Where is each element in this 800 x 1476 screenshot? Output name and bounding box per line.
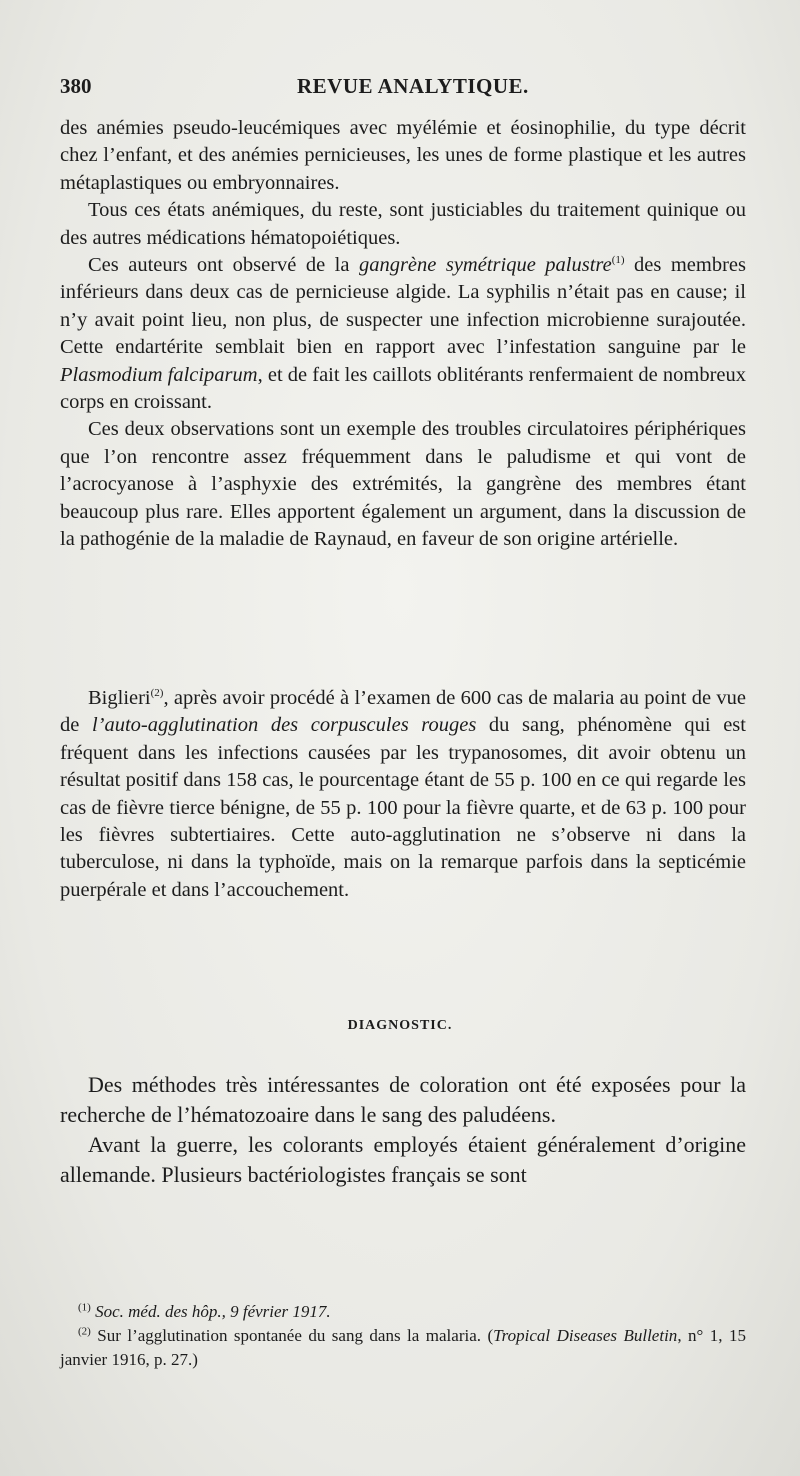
term-gangrene: gangrène symétrique palustre — [358, 254, 612, 277]
page-number: 380 — [60, 74, 92, 98]
paragraph-3: Ces auteurs ont observé de la gangrène symétrique palustre$^{(1)}$ des membres inférieurs dans deux cas de pernicieuse algide. La syphilis n’était pas en cause; il n’y avait point lieu, non plus, de suspecter une infection microbienne surajoutée. Cette endartérite semblait bien en rapport avec l’infestation sanguine par le Plasmodium falciparum, et de fait les caillots oblitérants renfermaient de nombreux corps en croissant. — [60, 254, 747, 414]
running-title: REVUE ANALYTIQUE. — [297, 74, 529, 98]
paragraph-7: Avant la guerre, les colorants employés étaient généralement d’origine allemande. Plusieurs bactériologistes français se sont — [60, 1132, 746, 1187]
page-header — [60, 74, 746, 104]
footnotes — [60, 1300, 746, 1372]
term-auto-agglutination: l’auto-agglutination des corpuscules rouges — [91, 714, 477, 737]
paragraph-2: Tous ces états anémiques, du reste, sont justiciables du traitement quinique ou des autres médications hématopoiétiques. — [60, 199, 746, 249]
footnote-ref-1: (1) — [611, 254, 625, 267]
footnote-1: $^{(1)}$ Soc. méd. des hôp., 9 février 1917. — [78, 1301, 331, 1321]
paragraph-1: des anémies pseudo-leucémiques avec myélémie et éosinophilie, du type décrit chez l’enfant, et des anémies pernicieuses, les unes de forme plastique et les autres métaplastiques ou embryonnaires. — [60, 117, 746, 194]
footnote-2: $^{(2)}$ Sur l’agglutination spontanée du sang dans la malaria. (Tropical Diseases Bulletin, n° 1, 15 janvier 1916, p. 27.) — [60, 1325, 746, 1369]
paragraph-5: Biglieri$^{(2)}$, après avoir procédé à l’examen de 600 cas de malaria au point de vue de l’auto-agglutination des corpuscules rouges du sang, phénomène qui est fréquent dans les infections causées par les trypanosomes, dit avoir obtenu un résultat positif dans 158 cas, le pourcentage étant de 55 p. 100 en ce qui regarde les cas de fièvre tierce bénigne, de 55 p. 100 pour la fièvre quarte, et de 63 p. 100 pour les fièvres subtertiaires. Cette auto-agglutination ne s’observe ni dans la tuberculose, ni dans la typhoïde, mais on la remarque parfois dans la septicémie puerpérale et dans l’accouchement. — [60, 687, 746, 901]
text-block-biglieri — [60, 685, 746, 904]
paragraph-6: Des méthodes très intéressantes de coloration ont été exposées pour la recherche de l’hématozoaire dans le sang des paludéens. — [60, 1072, 746, 1127]
text-block-diagnostic — [60, 1070, 746, 1190]
paragraph-4: Ces deux observations sont un exemple des troubles circulatoires périphériques que l’on rencontre assez fréquemment dans le paludisme et qui vont de l’acrocyanose à l’asphyxie des extrémités, la gangrène des membres étant beaucoup plus rare. Elles apportent également un argument, dans la discussion de la pathogénie de la maladie de Raynaud, en faveur de son origine artérielle. — [60, 418, 746, 551]
term-plasmodium: Plasmodium falciparum — [60, 363, 258, 386]
section-heading: DIAGNOSTIC. — [347, 1018, 453, 1033]
text-block-upper — [60, 115, 746, 554]
footnote-ref-2: (2) — [150, 687, 164, 700]
